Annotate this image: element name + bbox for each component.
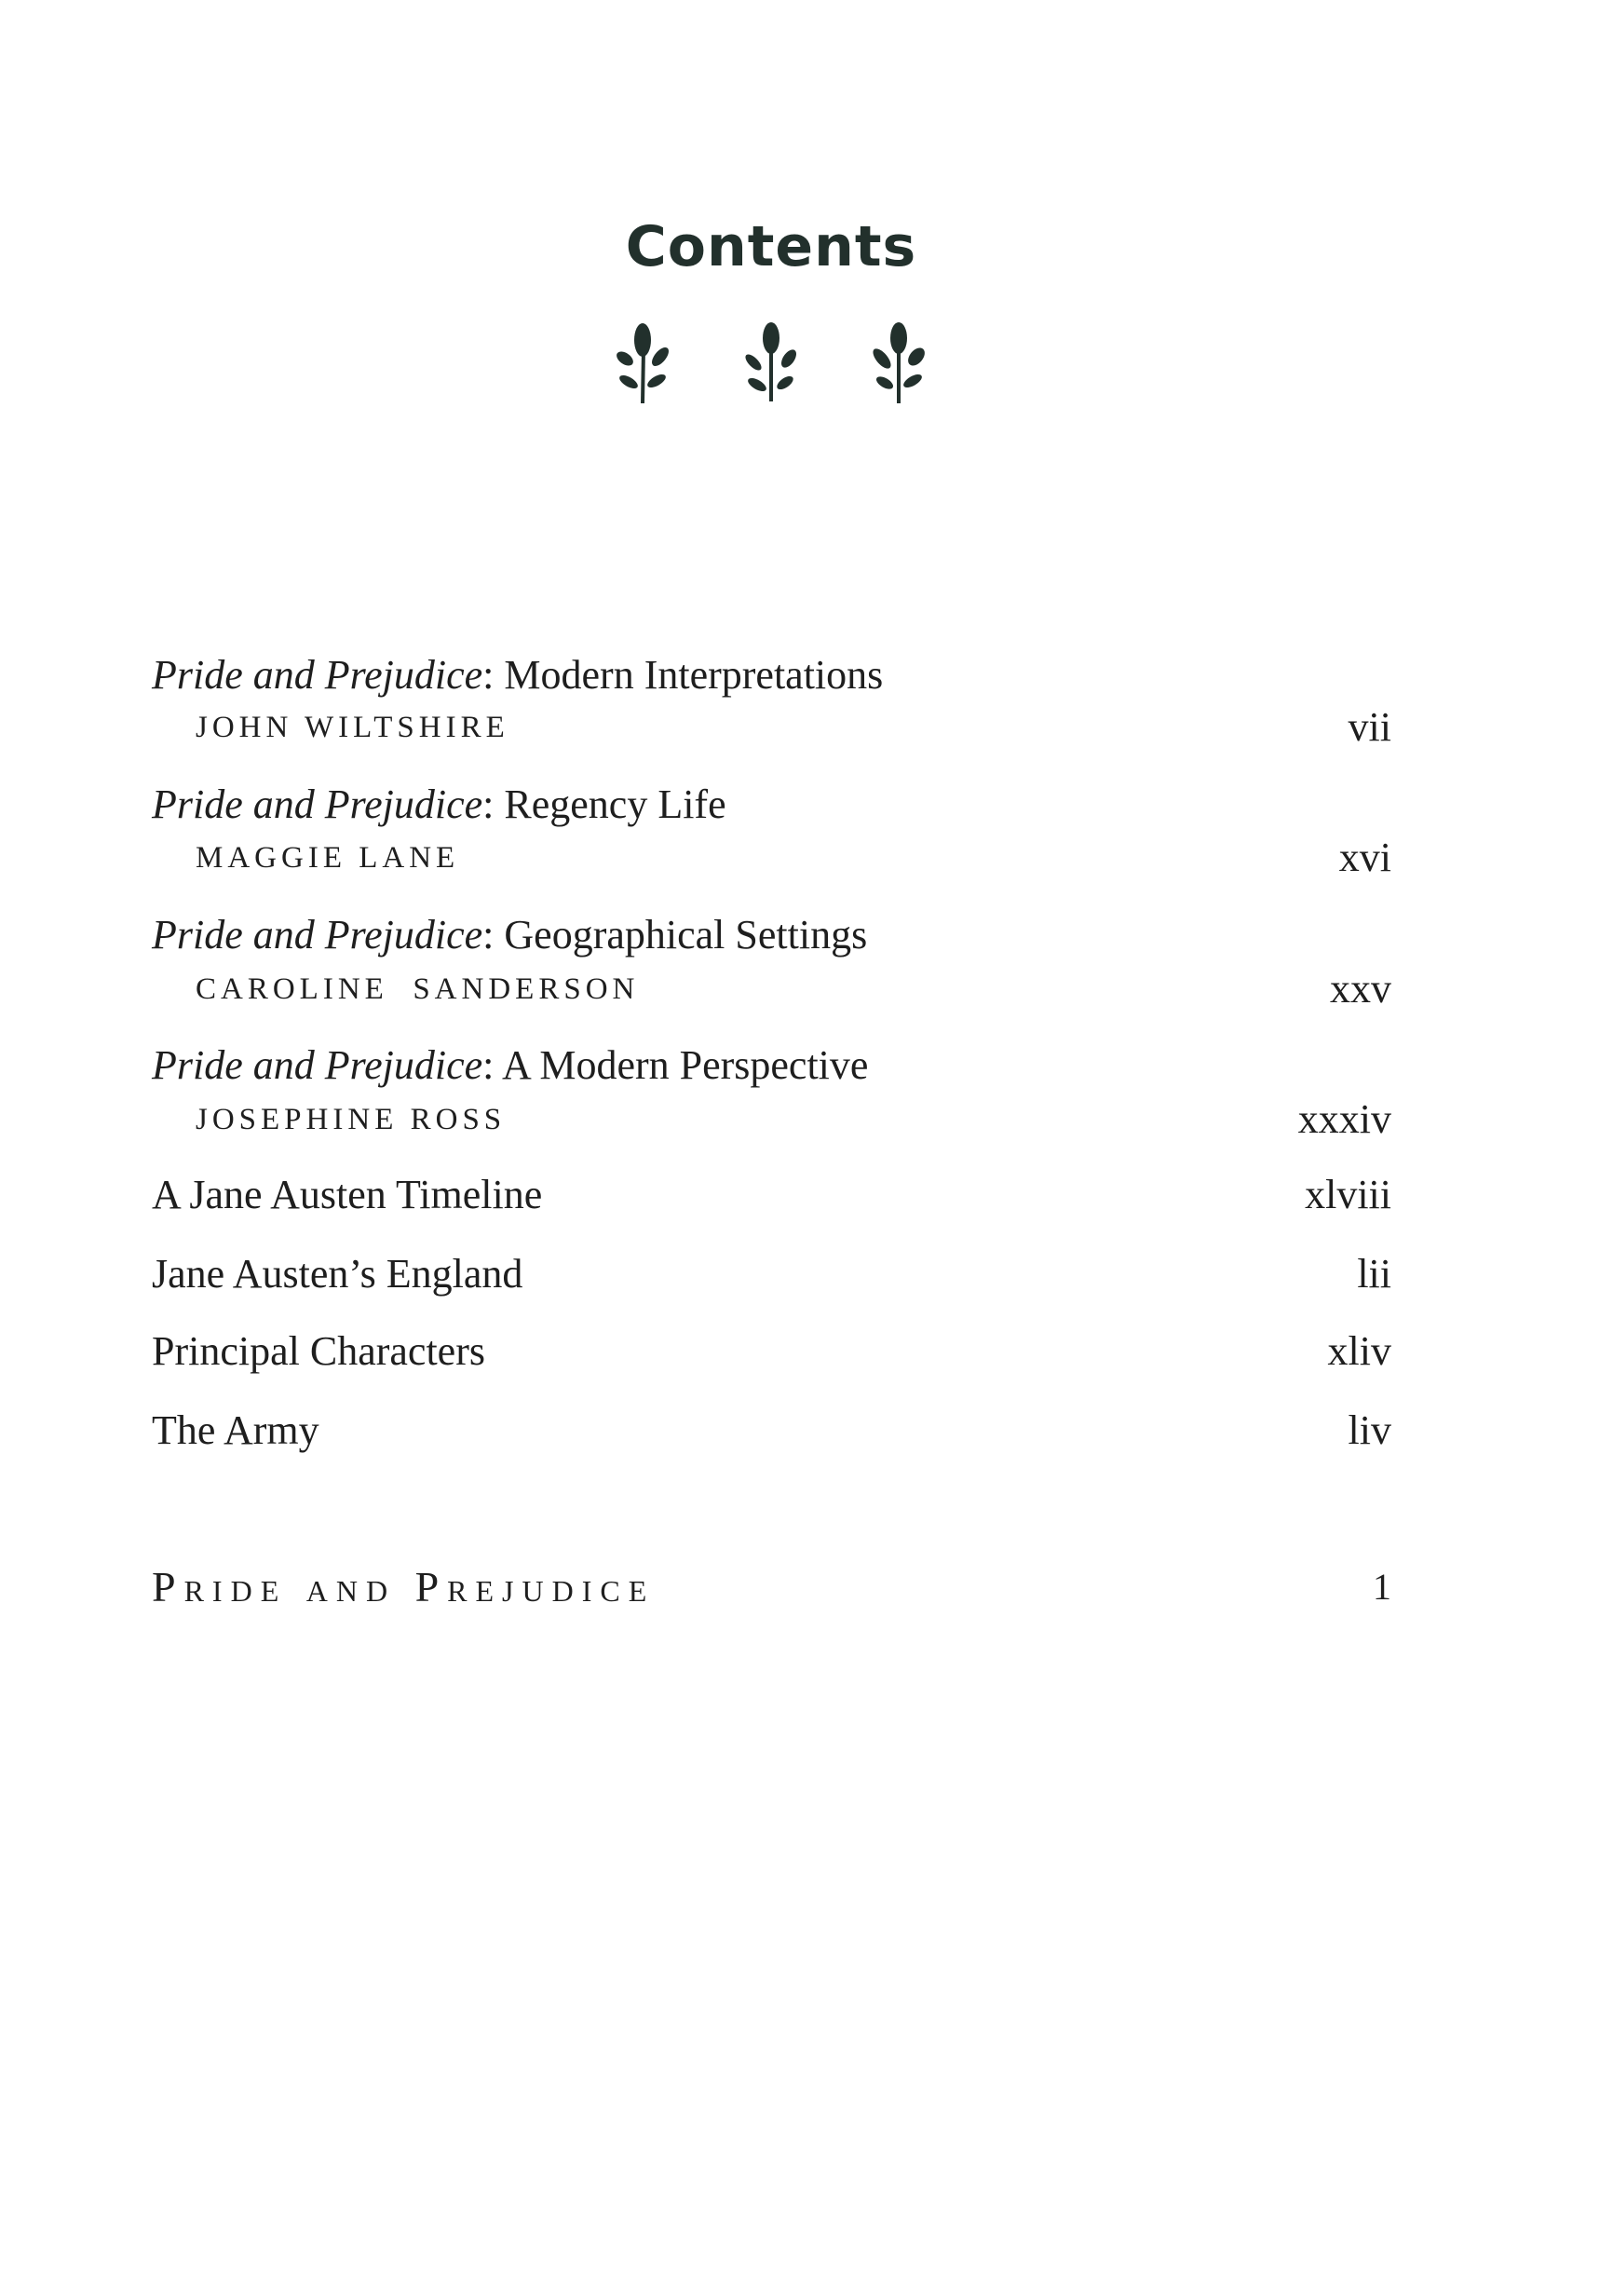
page-number: vii	[1348, 704, 1391, 750]
author-name: JOHN WILTSHIRE	[196, 711, 509, 744]
entry-title[interactable]	[152, 649, 1391, 701]
entry-title[interactable]	[152, 909, 1391, 961]
entry-title-rest: : Geographical Settings	[482, 912, 868, 958]
entry-author	[152, 963, 1391, 1015]
entry-author	[152, 701, 1391, 754]
entry-title-rest: : A Modern Perspective	[482, 1042, 869, 1088]
page-number: xxv	[1330, 966, 1391, 1012]
page-number: liv	[1348, 1407, 1391, 1453]
entry-title: Jane Austen’s England	[152, 1251, 523, 1297]
entry-title: The Army	[152, 1407, 319, 1453]
page-number: 1	[1373, 1566, 1391, 1608]
page-number: xliv	[1327, 1328, 1391, 1374]
main-text-entry[interactable]	[152, 1561, 1391, 1613]
entry-author	[152, 832, 1391, 884]
page-number: xxxiv	[1297, 1096, 1391, 1142]
fleuron-icon	[610, 321, 675, 405]
entry-title-rest: : Modern Interpretations	[482, 652, 884, 698]
entry-title-italic: Pride and Prejudice	[152, 1042, 483, 1088]
entry-title-italic: Pride and Prejudice	[152, 781, 483, 827]
entry-title[interactable]	[152, 779, 1391, 831]
page-title: Contents	[625, 214, 917, 279]
entry-title-rest: : Regency Life	[482, 781, 726, 827]
page-number: lii	[1357, 1251, 1391, 1297]
fleuron-icon	[866, 321, 931, 405]
entry-title-italic: Pride and Prejudice	[152, 652, 483, 698]
contents-entry[interactable]	[152, 1325, 1391, 1378]
fleuron-icon	[739, 321, 804, 405]
author-name: CAROLINE SANDERSON	[196, 972, 640, 1006]
author-name: JOSEPHINE ROSS	[196, 1103, 507, 1136]
contents-entry[interactable]	[152, 1169, 1391, 1221]
entry-title: Principal Characters	[152, 1328, 485, 1374]
page-number: xlviii	[1305, 1172, 1391, 1217]
contents-entry[interactable]	[152, 1248, 1391, 1300]
author-name: MAGGIE LANE	[196, 841, 460, 875]
entry-title-italic: Pride and Prejudice	[152, 912, 483, 958]
page-number: xvi	[1338, 835, 1391, 880]
entry-title: A Jane Austen Timeline	[152, 1172, 543, 1217]
entry-title: Pride and Prejudice	[152, 1563, 656, 1610]
contents-entry[interactable]	[152, 1405, 1391, 1457]
entry-title[interactable]	[152, 1039, 1391, 1092]
entry-author	[152, 1094, 1391, 1146]
